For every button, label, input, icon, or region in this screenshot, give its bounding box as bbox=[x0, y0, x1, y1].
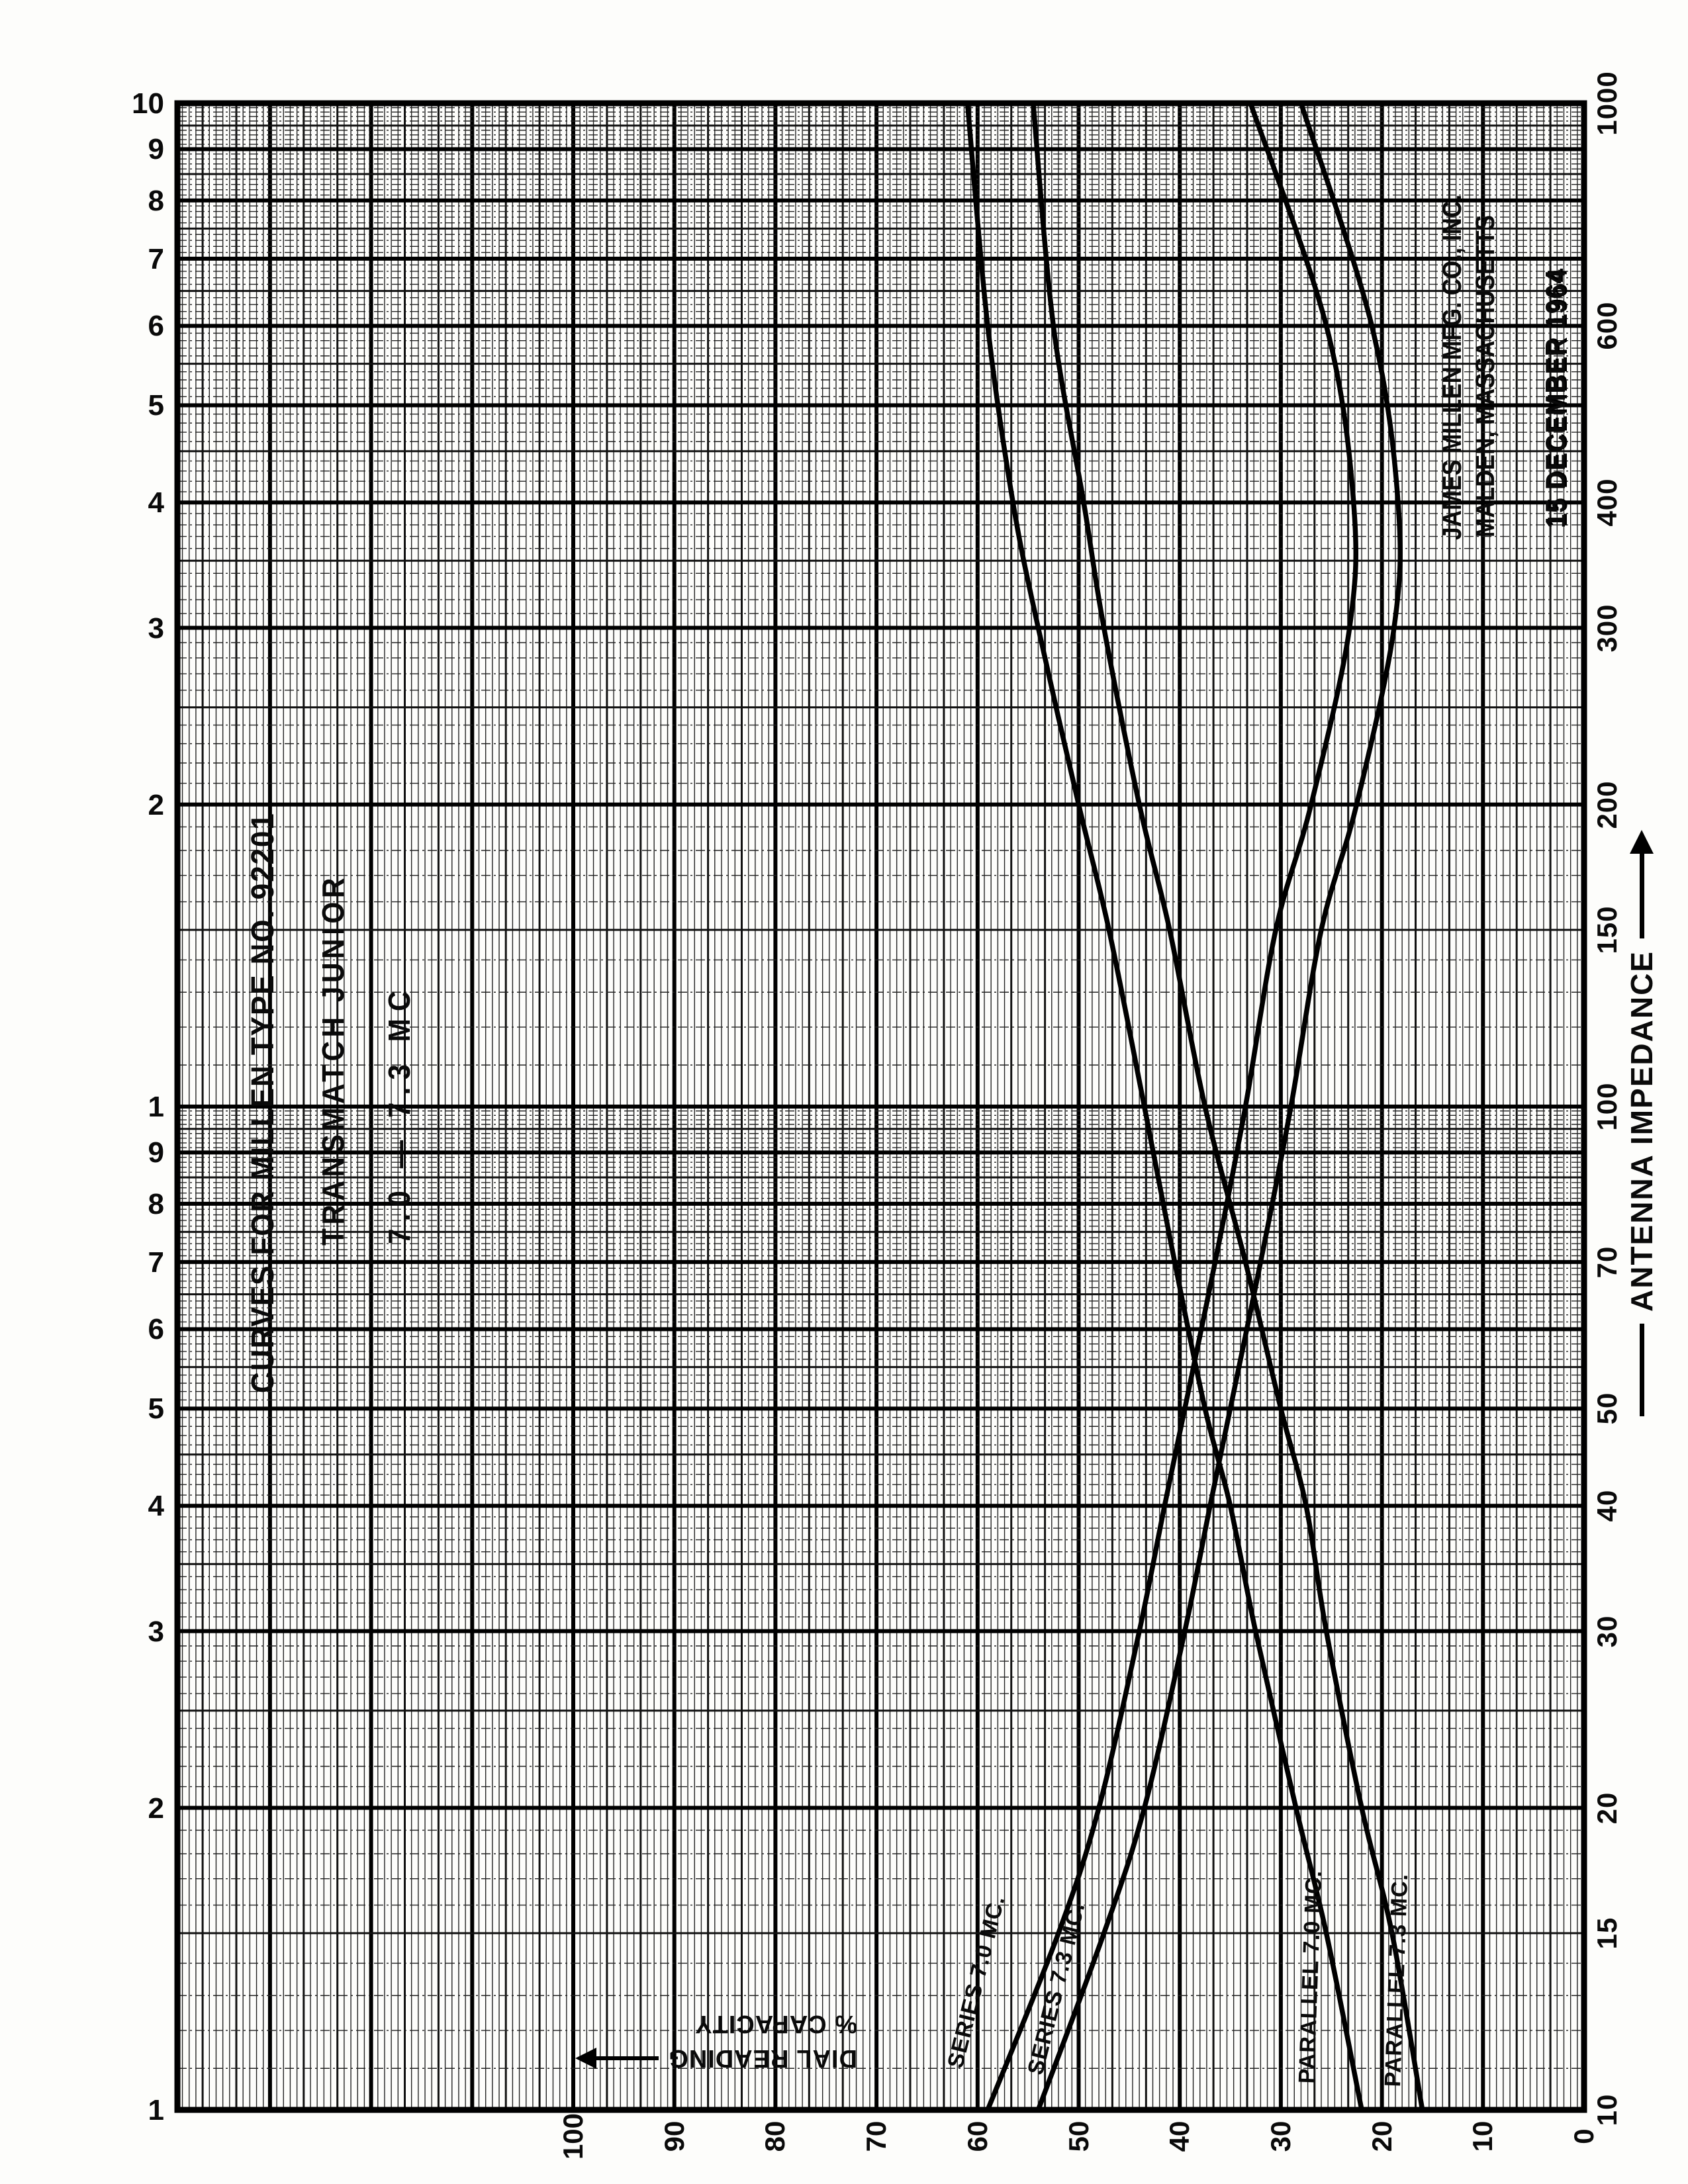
paper-scale-number: 1 bbox=[148, 1091, 164, 1123]
dial-tick-label-80: 80 bbox=[759, 2120, 791, 2152]
dial-tick-label-70: 70 bbox=[861, 2120, 892, 2152]
paper-scale-number: 7 bbox=[148, 242, 164, 275]
impedance-tick-label-200: 200 bbox=[1591, 780, 1622, 829]
dial-axis-text-line1: DIAL READING bbox=[668, 2044, 857, 2072]
curve-label-1: SERIES 7.0 MC. bbox=[943, 1893, 1010, 2071]
company-city: MALDEN, MASSACHUSETTS bbox=[1471, 215, 1500, 537]
chart-date: 15 DECEMBER 1964 bbox=[1540, 268, 1571, 528]
arrow-head-icon bbox=[575, 2048, 596, 2069]
arrow-head-icon bbox=[1630, 830, 1654, 854]
axis-dash bbox=[1640, 1324, 1644, 1416]
paper-scale-number: 7 bbox=[148, 1246, 164, 1279]
impedance-tick-label-15: 15 bbox=[1591, 1917, 1622, 1950]
chart-frequency-range: 7.0 — 7.3 MC bbox=[382, 983, 416, 1244]
paper-scale-number: 9 bbox=[148, 133, 164, 166]
paper-scale-number: 2 bbox=[148, 1792, 164, 1825]
dial-axis-text-line2: % CAPACITY bbox=[694, 2010, 857, 2038]
impedance-tick-label-50: 50 bbox=[1591, 1392, 1622, 1425]
impedance-axis-arrow bbox=[1640, 852, 1644, 938]
impedance-tick-label-70: 70 bbox=[1591, 1246, 1622, 1279]
paper-scale-number: 9 bbox=[148, 1136, 164, 1169]
company-name: JAMES MILLEN MFG. CO., INC. bbox=[1438, 194, 1467, 540]
impedance-tick-label-100: 100 bbox=[1591, 1082, 1622, 1131]
impedance-tick-label-1000: 1000 bbox=[1591, 71, 1622, 136]
impedance-axis-text: ANTENNA IMPEDANCE bbox=[1624, 950, 1659, 1312]
impedance-tick-label-10: 10 bbox=[1591, 2093, 1622, 2126]
paper-scale-number: 6 bbox=[148, 1313, 164, 1346]
paper-scale-number: 5 bbox=[148, 1392, 164, 1426]
impedance-tick-label-300: 300 bbox=[1591, 604, 1622, 653]
impedance-tick-label-30: 30 bbox=[1591, 1615, 1622, 1648]
impedance-tick-label-150: 150 bbox=[1591, 905, 1622, 954]
dial-tick-label-50: 50 bbox=[1062, 2120, 1094, 2152]
paper-scale-number: 4 bbox=[148, 1490, 164, 1523]
paper-scale-number: 5 bbox=[148, 389, 164, 422]
paper-scale-number: 3 bbox=[148, 1615, 164, 1648]
dial-tick-label-30: 30 bbox=[1264, 2120, 1296, 2152]
curve-label-4: PARALLEL 7.3 MC. bbox=[1380, 1873, 1413, 2087]
paper-scale-number: 3 bbox=[148, 612, 164, 645]
paper-scale-number: 10 bbox=[132, 87, 164, 120]
paper-scale-number: 1 bbox=[148, 2094, 164, 2126]
paper-scale-number: 8 bbox=[148, 184, 164, 217]
dial-tick-label-0: 0 bbox=[1568, 2128, 1599, 2144]
curve-label-2: SERIES 7.3 MC. bbox=[1023, 1899, 1090, 2077]
chart-title: CURVES FOR MILLEN TYPE NO. 92201 bbox=[246, 812, 281, 1393]
impedance-tick-label-40: 40 bbox=[1591, 1489, 1622, 1522]
dial-tick-label-20: 20 bbox=[1366, 2120, 1397, 2152]
dial-axis-label bbox=[500, 2007, 857, 2075]
dial-tick-label-10: 10 bbox=[1467, 2120, 1499, 2152]
dial-tick-label-100: 100 bbox=[557, 2113, 588, 2160]
dial-tick-label-90: 90 bbox=[658, 2120, 690, 2152]
curve-label-3: PARALLEL 7.0 MC. bbox=[1294, 1870, 1327, 2084]
impedance-axis-label bbox=[1623, 797, 1660, 1416]
paper-scale-number: 4 bbox=[148, 486, 164, 520]
dial-tick-label-40: 40 bbox=[1164, 2120, 1196, 2152]
chart-subtitle: TRANSMATCH JUNIOR bbox=[316, 874, 350, 1246]
impedance-tick-label-600: 600 bbox=[1591, 301, 1622, 350]
paper-scale-number: 8 bbox=[148, 1187, 164, 1220]
impedance-tick-label-400: 400 bbox=[1591, 478, 1622, 527]
impedance-tick-label-20: 20 bbox=[1591, 1792, 1622, 1824]
dial-tick-label-60: 60 bbox=[961, 2120, 993, 2152]
paper-scale-number: 2 bbox=[148, 788, 164, 821]
paper-scale-number: 6 bbox=[148, 310, 164, 343]
dial-axis-arrow bbox=[595, 2056, 659, 2060]
